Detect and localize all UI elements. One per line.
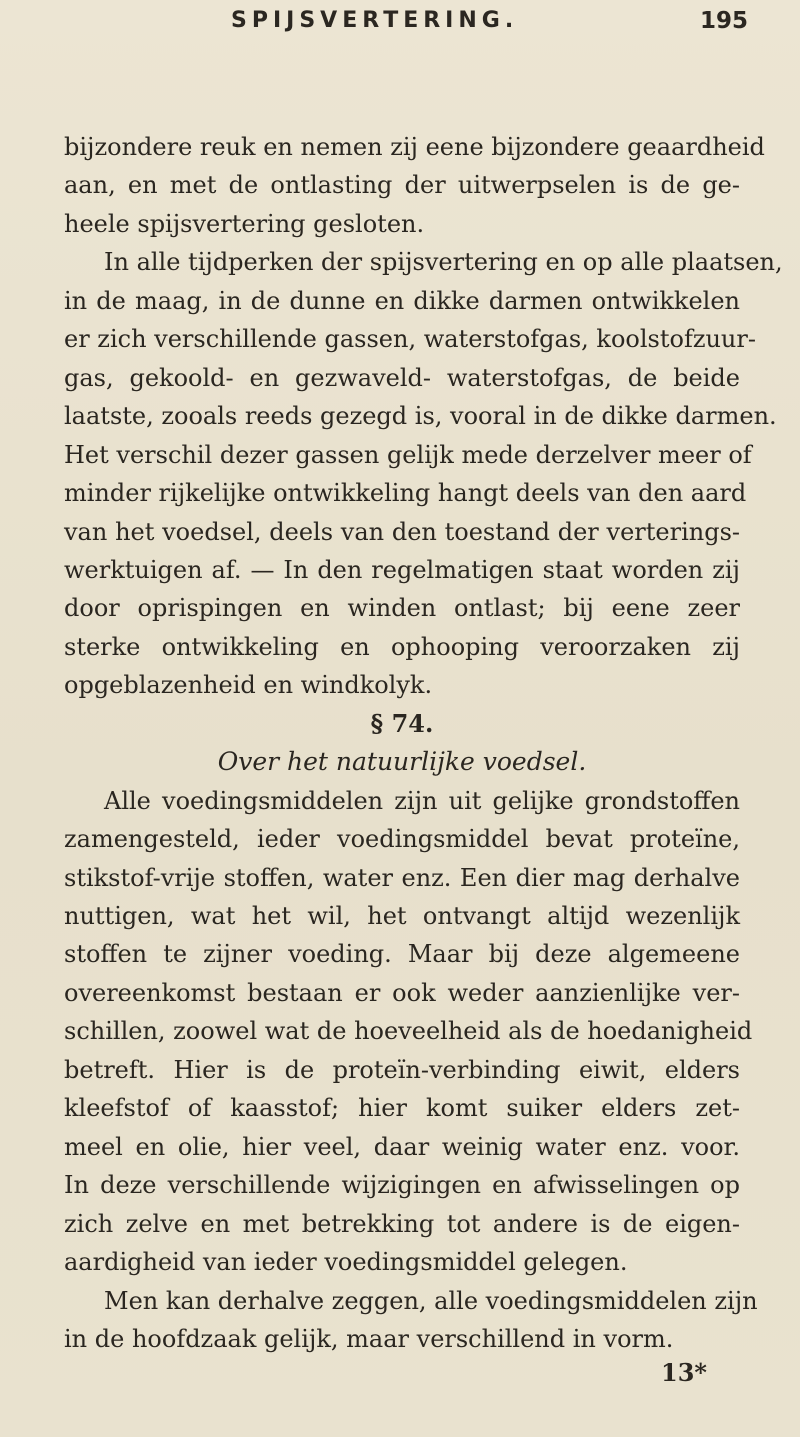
- signature-mark: 13*: [661, 1358, 707, 1387]
- text-line: zich zelve en met betrekking tot andere is de eigen-: [64, 1210, 740, 1238]
- text-line: Men kan derhalve zeggen, alle voedingsmiddelen zijn: [104, 1287, 758, 1315]
- page-number: 195: [699, 8, 748, 34]
- text-line: betreft. Hier is de proteïn-verbinding eiwit, elders: [64, 1056, 740, 1084]
- text-line: sterke ontwikkeling en ophooping veroorzaken zij: [64, 633, 740, 661]
- text-line: kleefstof of kaasstof; hier komt suiker elders zet-: [64, 1094, 740, 1122]
- section-heading: Over het natuurlijke voedsel.: [217, 747, 587, 776]
- text-line: in de maag, in de dunne en dikke darmen ontwikkelen: [64, 287, 740, 315]
- text-line: stikstof-vrije stoffen, water enz. Een dier mag derhalve: [64, 864, 740, 892]
- text-line: overeenkomst bestaan er ook weder aanzienlijke ver-: [64, 979, 740, 1007]
- text-line: heele spijsvertering gesloten.: [64, 210, 425, 238]
- text-line: schillen, zoowel wat de hoeveelheid als de hoedanigheid: [64, 1017, 753, 1045]
- text-line: In alle tijdperken der spijsvertering en op alle plaatsen,: [104, 248, 783, 276]
- text-line: opgeblazenheid en windkolyk.: [64, 671, 433, 699]
- text-line: nuttigen, wat het wil, het ontvangt altijd wezenlijk: [64, 902, 740, 930]
- text-line: door oprispingen en winden ontlast; bij eene zeer: [64, 594, 740, 622]
- text-line: minder rijkelijke ontwikkeling hangt deels van den aard: [64, 479, 747, 507]
- text-line: laatste, zooals reeds gezegd is, vooral in de dikke darmen.: [64, 402, 777, 430]
- section-number: § 74.: [370, 709, 434, 738]
- text-line: in de hoofdzaak gelijk, maar verschillend in vorm.: [64, 1325, 674, 1353]
- text-line: van het voedsel, deels van den toestand der verterings-: [64, 518, 740, 546]
- text-line: gas, gekoold- en gezwaveld- waterstofgas, de beide: [64, 364, 740, 392]
- running-head: SPIJSVERTERING.: [231, 8, 519, 33]
- text-line: meel en olie, hier veel, daar weinig water enz. voor.: [64, 1133, 740, 1161]
- text-line: stoffen te zijner voeding. Maar bij deze algemeene: [64, 940, 740, 968]
- text-line: Het verschil dezer gassen gelijk mede derzelver meer of: [64, 441, 752, 469]
- text-line: bijzondere reuk en nemen zij eene bijzondere geaardheid: [64, 133, 765, 161]
- text-line: Alle voedingsmiddelen zijn uit gelijke grondstoffen: [104, 787, 740, 815]
- text-line: zamengesteld, ieder voedingsmiddel bevat proteïne,: [64, 825, 740, 853]
- text-line: aan, en met de ontlasting der uitwerpselen is de ge-: [64, 171, 740, 199]
- text-line: In deze verschillende wijzigingen en afwisselingen op: [64, 1171, 740, 1199]
- text-line: aardigheid van ieder voedingsmiddel gelegen.: [64, 1248, 628, 1276]
- page-header: [0, 8, 800, 48]
- text-line: werktuigen af. — In den regelmatigen staat worden zij: [64, 556, 740, 584]
- text-line: er zich verschillende gassen, waterstofgas, koolstofzuur-: [64, 325, 756, 353]
